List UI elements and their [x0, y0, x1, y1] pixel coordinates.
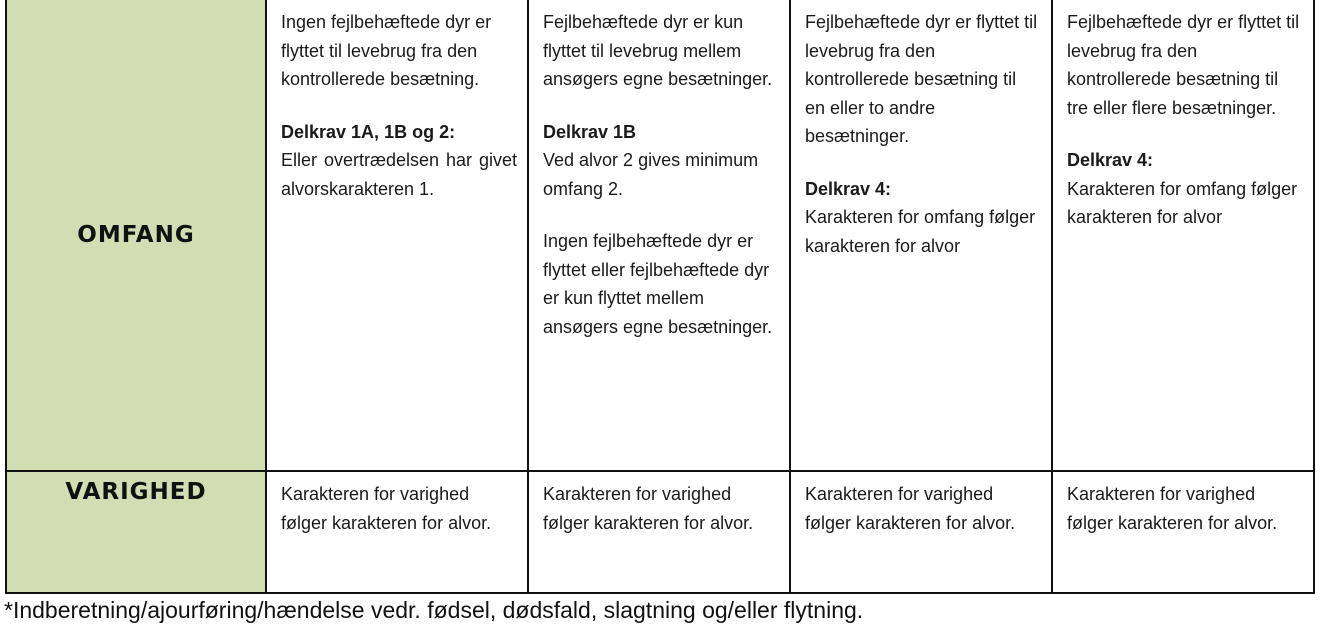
cell-omfang-3: [790, 0, 1052, 471]
cell-text: Ingen fejlbehæftede dyr er flyttet til levebrug fra den kontrollerede besætning.: [281, 12, 492, 89]
row-header-omfang: OMFANG: [6, 0, 266, 471]
cell-extra-text: Ingen fejlbehæftede dyr er flyttet eller fejlbehæftede dyr er kun flyttet mellem ansøgers egne besætninger.: [543, 231, 773, 337]
requirement-text: Karakteren for omfang følger karakteren for alvor: [805, 207, 1036, 256]
cell-omfang-1: [266, 0, 528, 471]
table-row-varighed: [6, 471, 1314, 593]
row-header-varighed: VARIGHED: [6, 471, 266, 593]
requirement-label: Delkrav 4:: [805, 178, 892, 199]
cell-text: Karakteren for varighed følger karakteren for alvor.: [543, 484, 754, 533]
footnote: *Indberetning/ajourføring/hændelse vedr. fødsel, dødsfald, slagtning og/eller flytning.: [4, 597, 864, 623]
requirement-label: Delkrav 4:: [1067, 150, 1154, 170]
cell-varighed-2: [528, 471, 790, 593]
requirement-label: Delkrav 1B: [543, 121, 637, 142]
cell-text: Fejlbehæftede dyr er kun flyttet til levebrug mellem ansøgers egne besætninger.: [543, 12, 773, 89]
cell-omfang-4: [1052, 0, 1314, 471]
requirement-label: Delkrav 1A, 1B og 2:: [281, 121, 456, 142]
requirement-text: Ved alvor 2 gives minimum omfang 2.: [543, 150, 759, 199]
cell-text: Karakteren for varighed følger karakteren for alvor.: [1067, 484, 1278, 533]
cell-text: Karakteren for varighed følger karakteren for alvor.: [805, 484, 1016, 533]
requirement-text: Karakteren for omfang følger karakteren for alvor: [1067, 178, 1298, 227]
requirement-text: Eller overtrædelsen har givet alvorskarakteren 1.: [281, 150, 517, 199]
cell-text: Karakteren for varighed følger karakteren for alvor.: [281, 484, 492, 533]
cell-varighed-1: [266, 471, 528, 593]
table-row-omfang: [6, 0, 1314, 471]
assessment-table: [5, 0, 1315, 594]
cell-omfang-2: [528, 0, 790, 471]
cell-varighed-4: [1052, 471, 1314, 593]
cell-text: Fejlbehæftede dyr er flyttet til levebrug fra den kontrollerede besætning til en eller to andre besætninger.: [805, 12, 1038, 146]
cell-varighed-3: [790, 471, 1052, 593]
cell-text: Fejlbehæftede dyr er flyttet til levebrug fra den kontrollerede besætning til tre eller flere besætninger.: [1067, 12, 1300, 118]
